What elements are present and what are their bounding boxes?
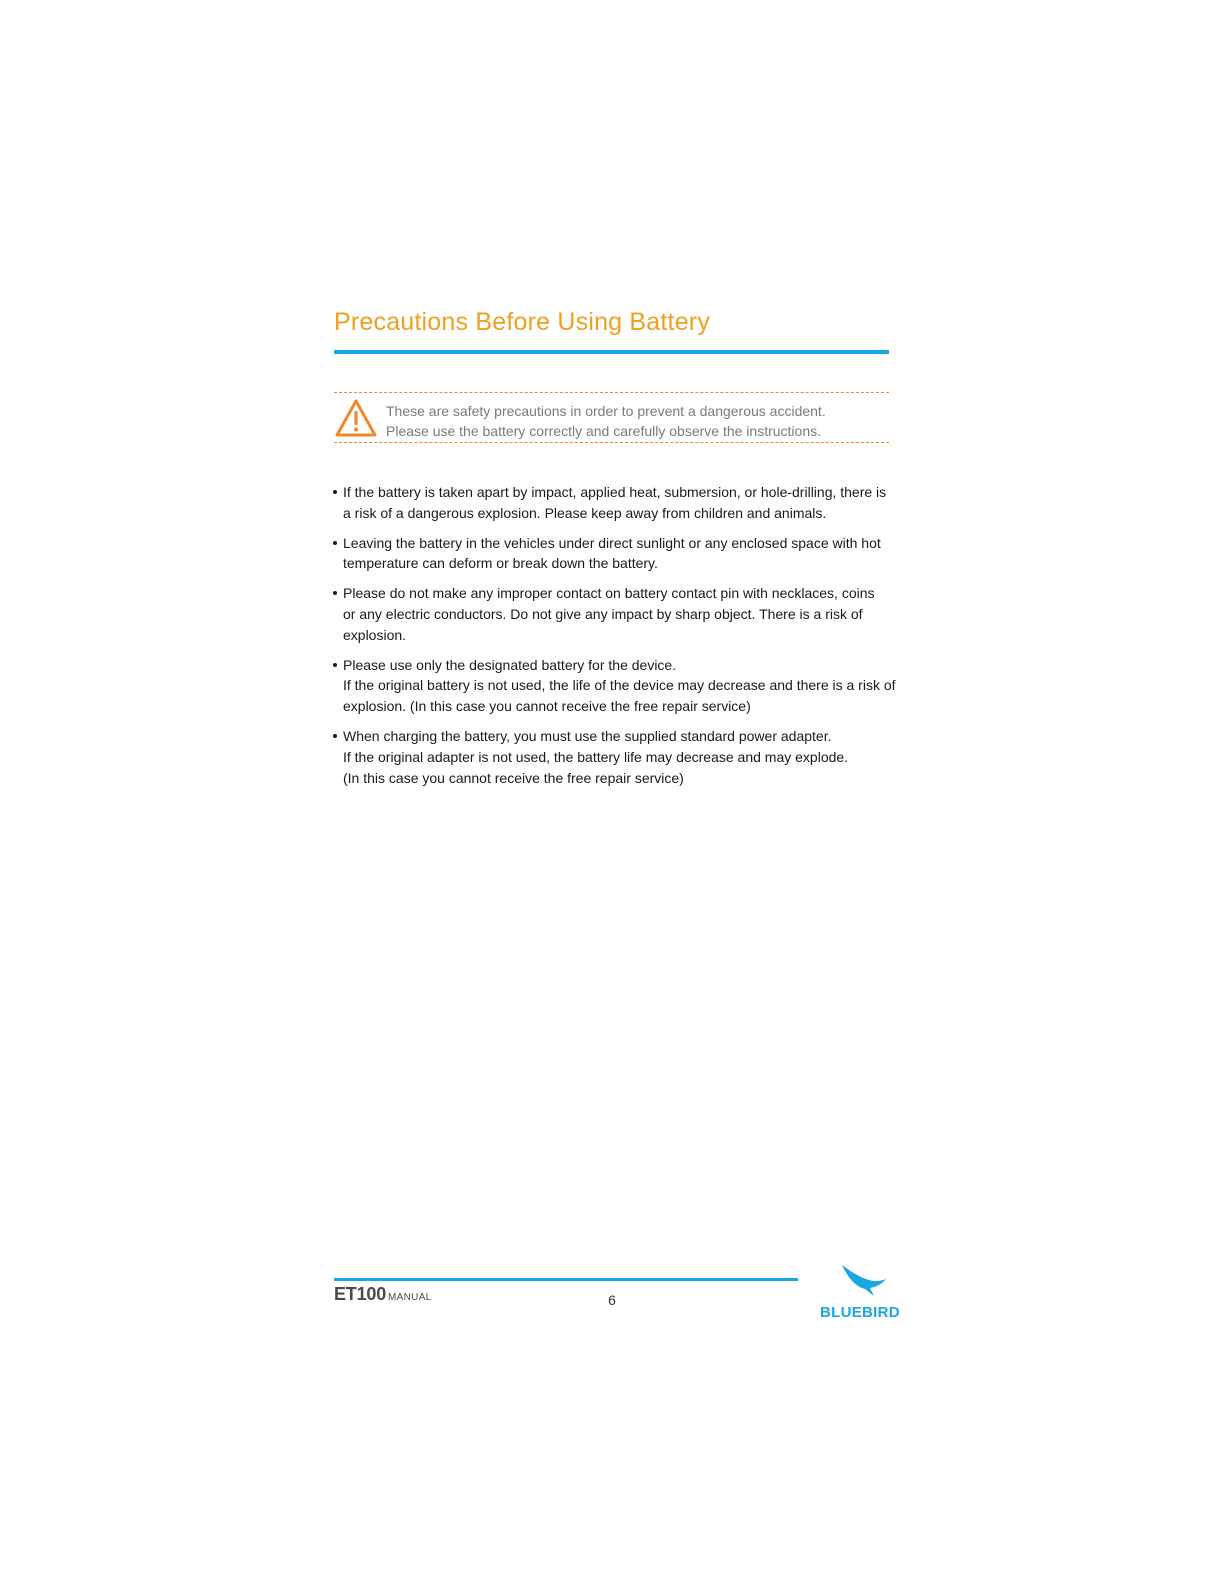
bullet-dot	[333, 663, 337, 667]
bluebird-logo-icon	[841, 1263, 887, 1297]
bullet-dot	[333, 541, 337, 545]
list-item	[333, 583, 893, 645]
list-item	[333, 655, 896, 717]
footer-divider	[334, 1278, 798, 1281]
notice-top-divider	[334, 392, 889, 393]
model-name: ET100	[334, 1284, 387, 1304]
footer-model-label	[334, 1284, 432, 1305]
brand-name: BLUEBIRD	[820, 1304, 900, 1321]
precautions-list	[333, 482, 896, 797]
notice-bottom-divider	[334, 442, 889, 443]
list-item-line: a risk of a dangerous explosion. Please keep away from children and animals.	[343, 504, 827, 521]
manual-label: MANUAL	[388, 1292, 432, 1303]
list-item-line: explosion. (In this case you cannot receive the free repair service)	[343, 698, 751, 715]
bullet-dot	[333, 734, 337, 738]
bullet-dot	[333, 591, 337, 595]
page-number: 6	[608, 1292, 616, 1308]
list-item-line: (In this case you cannot receive the free repair service)	[343, 769, 684, 786]
notice-line: Please use the battery correctly and carefully observe the instructions.	[386, 423, 821, 439]
list-item-line: If the original adapter is not used, the battery life may decrease and may explode.	[343, 748, 849, 765]
list-item	[333, 482, 893, 524]
title-underline	[334, 350, 889, 354]
list-item-line: Please use only the designated battery for the device.	[343, 656, 677, 673]
page-title: Precautions Before Using Battery	[334, 308, 711, 336]
list-item-line: explosion.	[343, 626, 407, 643]
warning-triangle-icon	[334, 398, 378, 438]
list-item-line: Please do not make any improper contact on battery contact pin with necklaces, coins	[343, 585, 875, 602]
list-item	[333, 533, 893, 575]
list-item-line: When charging the battery, you must use the supplied standard power adapter.	[343, 727, 832, 744]
list-item-line: If the battery is taken apart by impact, applied heat, submersion, or hole-drilling, there is	[343, 484, 887, 500]
list-item-line: temperature can deform or break down the battery.	[343, 555, 658, 572]
list-item-line: Leaving the battery in the vehicles under direct sunlight or any enclosed space with hot	[343, 534, 881, 551]
safety-notice	[386, 401, 886, 441]
notice-line: These are safety precautions in order to prevent a dangerous accident.	[386, 403, 826, 419]
list-item	[333, 726, 893, 788]
bullet-dot	[333, 490, 337, 494]
list-item-line: or any electric conductors. Do not give any impact by sharp object. There is a risk of	[343, 605, 863, 622]
list-item-line: If the original battery is not used, the life of the device may decrease and there is a risk of	[343, 677, 896, 694]
